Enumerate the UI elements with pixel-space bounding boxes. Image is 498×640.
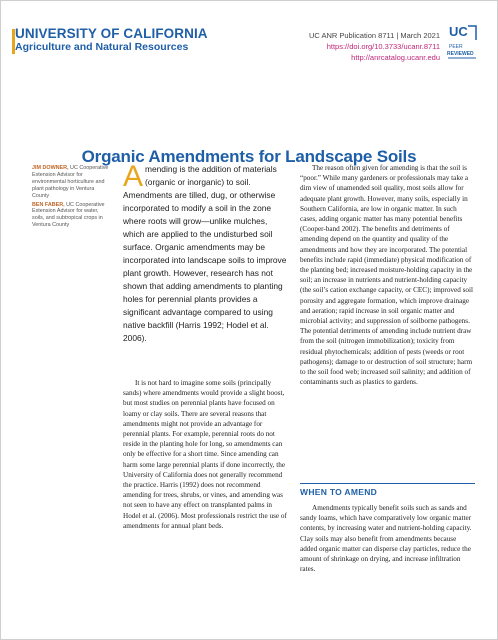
author-1-detail: Cooperative Extension Advisor for environmental horticulture and plant pathology in Ventura County	[32, 165, 109, 199]
author-1	[32, 165, 112, 200]
catalog-link[interactable]: http://anrcatalog.ucanr.edu	[351, 53, 440, 62]
section-heading-when-to-amend: WHEN TO AMEND	[300, 483, 475, 501]
publication-number: UC ANR Publication 8711 | March 2021	[308, 31, 440, 40]
author-2	[32, 202, 112, 230]
author-2-suffix: UC	[64, 201, 74, 208]
division-name: Agriculture and Natural Resources	[15, 41, 189, 53]
peer-reviewed-badge-icon	[446, 22, 480, 64]
when-to-amend-paragraph: Amendments typically benefit soils such as sands and sandy loams, which have comparatively low organic matter contents, by increasing water and nutrient-holding capacity. Clay soils may also benefit from amendments because added organic matter can disperse clay particles, reduce the amount of shrinkage on drying, and increase infiltration rates.	[300, 504, 472, 574]
author-1-name: JIM DOWNER,	[32, 165, 69, 171]
badge-reviewed-text: REVIEWED	[447, 51, 474, 57]
publication-meta	[309, 30, 440, 63]
doi-link[interactable]: https://doi.org/10.3733/ucanr.8711	[326, 42, 440, 51]
lead-paragraph	[123, 160, 288, 345]
university-name: UNIVERSITY OF CALIFORNIA	[15, 26, 208, 41]
lead-text: mending is the addition of materials (organic or inorganic) to soil. Amendments are tilled, dug, or otherwise incorporated to modify a soil in the zone where roots will grow—unlike mulches, which are applied to the undisturbed soil surface. Organic amendments may be incorporated into landscape soils to improve plant growth. However, research has not shown that adding amendments to planting holes for perennial plants provides a significant advantage compared to using native backfill (Harris 1992; Hodel et al. 2006).	[123, 164, 287, 343]
when-to-amend-body	[300, 503, 475, 574]
author-list	[32, 165, 112, 231]
author-2-detail: Cooperative Extension Advisor for water, soils, and subtropical crops in Ventura County	[32, 201, 105, 229]
author-1-suffix: UC	[68, 165, 78, 171]
drop-cap: A	[123, 160, 144, 193]
author-2-name: BEN FABER,	[32, 201, 65, 208]
right-body-paragraph: The reason often given for amending is that the soil is “poor.” While many gardeners or professionals may take a dim view of unamended soil quality, most soils allow for adequate plant growth. However, many soils, especially in Southern California, are low in organic matter. In such cases, adding organic matter has many potential benefits (Cooper-band 2002). The benefits and detriments of amending depend on the quantity and quality of the amendments and how they are incorporated. The potential benefits include rapid (immediate) physical modification of the planting bed; increased moisture-holding capacity in the soil; an increase in nutrients and nutrient-holding capacity (the soil’s cation exchange capacity, or CEC); improved soil porosity and aggregate formation, which improve drainage and aeration; rapid increase in soil organic matter and microbial activity; and suppression of soilborne pathogens. The potential detriments of amending include nutrient draw from the soil (nitrogen immobilization); toxicity from residual phytochemicals; addition of pests (weeds or root pathogens); damage to or destruction of soil structure; harm to the soil food web; increased soil salinity; and addition of contaminants such as plastics to gardens.	[300, 164, 473, 387]
right-column-body	[300, 163, 475, 387]
left-body-paragraph: It is not hard to imagine some soils (principally sands) where amendments would provide a slight boost, but most studies on perennial plants have focused on loamy or clay soils. There are several reasons that amendments might not provide an advantage for perennial plants. For example, perennial roots do not reside in the planting hole for long, so amendments can only be effective for a short time. Since amending can harm some large perennial plants if done incorrectly, the University of California does not generally recommend the practice. Harris (1992) does not recommend amending for trees, shrubs, or vines, and amending was not seen to have any effect on transplanted palms in Hodel et al. (2006). Most professionals restrict the use of amendments for annual plant beds.	[123, 379, 287, 530]
badge-peer-text: PEER	[449, 44, 463, 50]
badge-uc-text: UC	[449, 24, 468, 39]
page-title: Organic Amendments for Landscape Soils	[81, 147, 417, 166]
left-column-body	[123, 378, 288, 531]
